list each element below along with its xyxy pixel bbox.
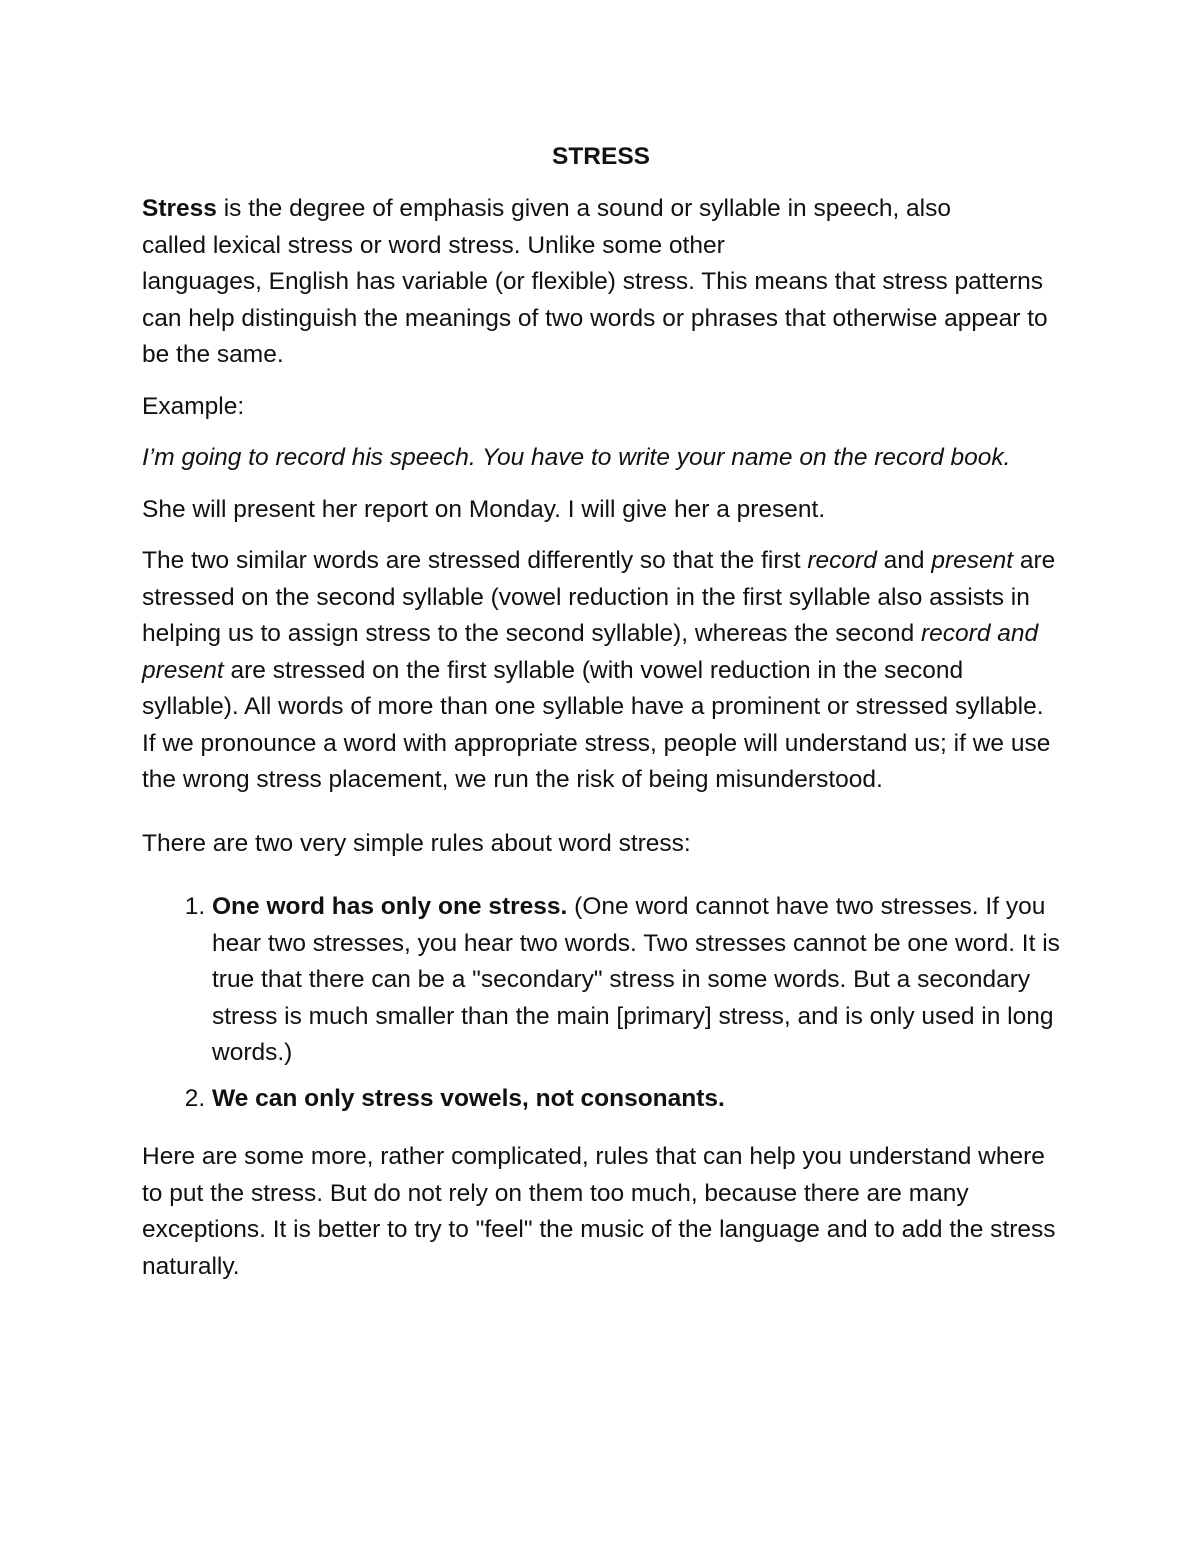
intro-paragraph <box>142 191 1060 374</box>
explanation-part-3: are stressed on the second syllable (vowel reduction in the first syllable also assists in helping us to assign stress to the second syllable), whereas the second <box>142 547 1056 647</box>
explanation-words-record-present: record and present <box>142 620 1039 684</box>
rule-item <box>212 1081 1060 1118</box>
explanation-word-present: present <box>931 547 1014 574</box>
intro-line1: is the degree of emphasis given a sound or syllable in speech, also <box>216 195 952 222</box>
rule-heading: We can only stress vowels, not consonants. <box>212 1084 725 1112</box>
rules-intro: There are two very simple rules about word stress: <box>142 829 691 857</box>
example-sentence-present: She will present her report on Monday. I will give her a present. <box>142 495 826 523</box>
explanation-part-4: are stressed on the first syllable (with vowel reduction in the second syllable). All words of more than one syllable have a prominent or stressed syllable. If we pronounce a word with appropriate stress, people will understand us; if we use the wrong stress placement, we run the risk of being misunderstood. <box>142 656 1051 793</box>
example-label: Example: <box>142 392 245 420</box>
explanation-word-record: record <box>807 547 877 574</box>
document-page <box>142 138 1060 1300</box>
intro-term: Stress <box>142 195 217 222</box>
intro-line2: called lexical stress or word stress. Unlike some other <box>142 231 725 259</box>
rule-text: (One word cannot have two stresses. If you hear two stresses, you hear two words. Two stresses cannot be one word. It is true that there can be a "secondary" stress in some words. But a secondary stress is much smaller than the main [primary] stress, and is only used in long words.) <box>212 893 1060 1066</box>
example-sentence-record: I’m going to record his speech. You have to write your name on the record book. <box>142 444 1011 471</box>
explanation-part-2: and <box>876 547 932 574</box>
document-title: STRESS <box>551 143 651 170</box>
intro-rest: languages, English has variable (or flexible) stress. This means that stress patterns can help distinguish the meanings of two words or phrases that otherwise appear to be the same. <box>142 268 1048 368</box>
rule-heading: One word has only one stress. <box>212 893 568 920</box>
rule-item <box>212 889 1060 1072</box>
explanation-paragraph <box>142 543 1060 799</box>
explanation-part-1: The two similar words are stressed differently so that the first <box>142 547 808 574</box>
closing-paragraph: Here are some more, rather complicated, rules that can help you understand where to put the stress. But do not rely on them too much, because there are many exceptions. It is better to try to "feel" the music of the language and to add the stress naturally. <box>142 1143 1056 1280</box>
rules-list <box>142 889 1060 1117</box>
